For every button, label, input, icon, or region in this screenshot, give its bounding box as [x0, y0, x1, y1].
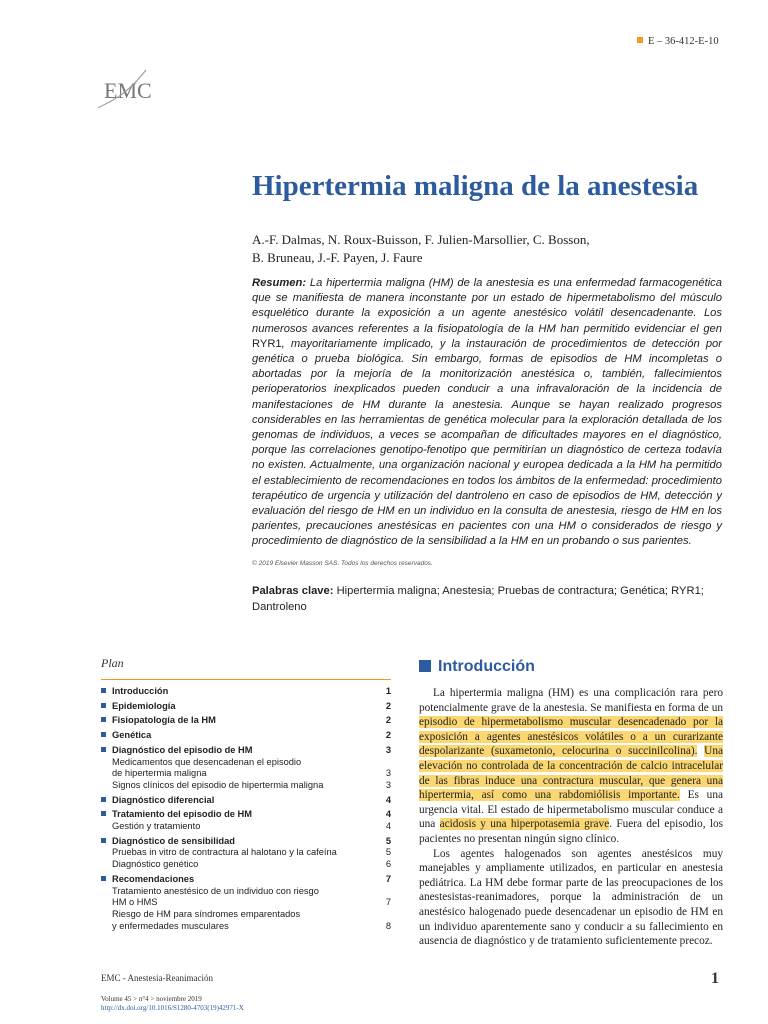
- plan-subitem[interactable]: [101, 886, 391, 898]
- plan-subitem[interactable]: [101, 768, 391, 780]
- abstract-text-1: La hipertermia maligna (HM) de la anestesia es una enfermedad farmacogenética que se manifiesta de manera inconstante por un estado de hipermetabolismo del músculo esquelético durante la exposición a un agente anestésico volátil desencadenante. Los numerosos avances referentes a la fisiopatología de la HM han permitido evidenciar el gen: [252, 277, 722, 335]
- doi-link[interactable]: http://dx.doi.org/10.1016/S1280-4703(19)42971-X: [101, 1004, 244, 1012]
- plan-item[interactable]: [101, 836, 391, 848]
- blue-square-icon: [101, 797, 106, 802]
- plan-heading: Plan: [101, 656, 391, 680]
- logo-text: EMC: [104, 78, 152, 103]
- volume-info: Volume 45 > n°4 > noviembre 2019: [101, 995, 202, 1003]
- plan-item-label: de hipertermia maligna: [112, 768, 207, 779]
- plan-item-page: 2: [385, 700, 391, 711]
- plan-item-label: Pruebas in vitro de contractura al halotano y la cafeína: [112, 847, 337, 858]
- authors-line-2: B. Bruneau, J.-F. Payen, J. Faure: [252, 250, 423, 265]
- plan-item-page: 3: [385, 768, 391, 779]
- plan-item-label: Diagnóstico genético: [112, 859, 199, 870]
- plan-item-label: Epidemiología: [112, 700, 176, 711]
- plan-item[interactable]: [101, 874, 391, 886]
- plan-toc: [101, 656, 391, 932]
- introduction-paragraph-2: Los agentes halogenados son agentes anestésicos muy manejables y ampliamente utilizados, en particular en anestesia pediátrica. La HM debe formar parte de las preocupaciones de los anestesistas-reanimadores, porque la administración de un anestésico halogenado puede desencadenar un episodio de HM en un individuo aparentemente sano y conducir a su fallecimiento en ausencia de diagnóstico y de tratamiento suficientemente precoz.: [419, 847, 723, 948]
- blue-square-icon: [101, 717, 106, 722]
- plan-item-page: 3: [385, 744, 391, 755]
- plan-item-page: 6: [385, 859, 391, 870]
- abstract: [252, 276, 722, 550]
- journal-name: EMC - Anestesia-Reanimación: [101, 973, 213, 983]
- plan-item-page: 3: [385, 779, 391, 790]
- plan-item-label: Diagnóstico del episodio de HM: [112, 744, 253, 755]
- plan-item-label: Introducción: [112, 686, 169, 696]
- introduction-heading-text: Introducción: [438, 658, 535, 675]
- plan-subitem[interactable]: [101, 859, 391, 871]
- plan-item-label: Recomendaciones: [112, 873, 195, 884]
- plan-subitem[interactable]: [101, 909, 391, 921]
- plan-subitem[interactable]: [101, 921, 391, 933]
- page-number: 1: [711, 970, 719, 987]
- plan-item[interactable]: [101, 715, 391, 727]
- plan-item-page: 4: [385, 821, 391, 832]
- plan-item[interactable]: [101, 686, 391, 698]
- highlighted-text: episodio de hipermetabolismo muscular desencadenado por la exposición a agentes anestésicos volátiles o a un curarizante despolarizante (suxametonio, celocurina o succinilcolina).: [419, 716, 723, 758]
- plan-item-label: Signos clínicos del episodio de hipertermia maligna: [112, 779, 324, 790]
- introduction-heading: [419, 658, 723, 676]
- plan-item-label: y enfermedades musculares: [112, 920, 229, 931]
- blue-square-icon: [101, 703, 106, 708]
- highlighted-text: Una elevación no controlada de la concentración de calcio intracelular de las fibras induce una contractura muscular, que genera una hipertermia, así como una rabdomiólisis importante.: [419, 745, 723, 802]
- keywords-label: Palabras clave:: [252, 585, 334, 597]
- plan-subitem[interactable]: [101, 757, 391, 769]
- plan-item-label: Tratamiento anestésico de un individuo con riesgo: [112, 885, 319, 896]
- blue-square-icon: [419, 660, 431, 672]
- plan-item-page: 5: [385, 847, 391, 858]
- abstract-gene: RYR1: [252, 337, 282, 350]
- plan-item-label: Diagnóstico de sensibilidad: [112, 835, 235, 846]
- plan-item[interactable]: [101, 745, 391, 757]
- plan-item[interactable]: [101, 809, 391, 821]
- keywords-text: Hipertermia maligna; Anestesia; Pruebas de contractura; Genética; RYR1; Dantroleno: [252, 585, 704, 613]
- emc-logo: [94, 62, 156, 119]
- plan-item-page: 2: [385, 730, 391, 741]
- plan-subitem[interactable]: [101, 897, 391, 909]
- introduction-section: [419, 658, 723, 949]
- paragraph-text: . Fuera del episodio, los pacientes no presentan ningún signo clínico.: [419, 818, 724, 845]
- authors-line-1: A.-F. Dalmas, N. Roux-Buisson, F. Julien-Marsollier, C. Bosson,: [252, 232, 590, 247]
- article-title: Hipertermia maligna de la anestesia: [252, 170, 699, 202]
- plan-subitem[interactable]: [101, 821, 391, 833]
- article-reference: [637, 36, 719, 47]
- plan-item-page: 4: [385, 794, 391, 805]
- plan-item-page: 1: [385, 686, 391, 696]
- blue-square-icon: [101, 811, 106, 816]
- orange-square-icon: [637, 37, 643, 43]
- highlighted-text: acidosis y una hiperpotasemia grave: [439, 818, 610, 831]
- plan-item-page: 7: [385, 873, 391, 884]
- blue-square-icon: [101, 688, 106, 693]
- plan-item[interactable]: [101, 701, 391, 713]
- footer-volume: [101, 995, 244, 1013]
- plan-item-page: 5: [385, 835, 391, 846]
- plan-item-label: Riesgo de HM para síndromes emparentados: [112, 908, 301, 919]
- plan-subitem[interactable]: [101, 780, 391, 792]
- plan-item-label: Tratamiento del episodio de HM: [112, 809, 252, 820]
- plan-item-label: Diagnóstico diferencial: [112, 794, 215, 805]
- blue-square-icon: [101, 747, 106, 752]
- abstract-text-2: , mayoritariamente implicado, y la instauración de procedimientos de detección por genética o prueba biológica. Sin embargo, formas de episodios de HM incompletas o abortadas por la mejoría de la monitorización anestésica o, también, fallecimientos perioperatorios inexplicados pueden conducir a una infravaloración de la incidencia de manifestaciones de HM durante la anestesia. Aunque se hayan realizado progresos considerables en las herramientas de genética molecular para la exploración detallada de los genomas de individuos, a veces se acompañan de dificultades mayores en el diagnóstico, porque las correlaciones genotipo-fenotipo que permitirían un diagnóstico de certeza todavía no existen. Actualmente, una organización nacional y europea dedicada a la HM ha permitido el establecimiento de recomendaciones en todos los ámbitos de la enfermedad: procedimiento terapéutico de urgencia y utilización del dantroleno en caso de episodios de HM, detección y evaluación del riesgo de HM en un individuo en la consulta de anestesia, riesgo de HM en los parientes, precauciones anestésicas en pacientes con una HM o considerados de riesgo y procedimiento de diagnóstico de la sensibilidad a la HM en un probando o sus parientes.: [252, 337, 722, 548]
- plan-subitem[interactable]: [101, 847, 391, 859]
- plan-item-page: 8: [385, 920, 391, 931]
- emc-logo-icon: [94, 62, 156, 114]
- abstract-label: Resumen:: [252, 277, 307, 289]
- plan-item-label: Fisiopatología de la HM: [112, 715, 216, 726]
- introduction-paragraph-1: [419, 686, 723, 847]
- plan-item-page: 4: [385, 809, 391, 820]
- plan-item-page: 2: [385, 715, 391, 726]
- blue-square-icon: [101, 876, 106, 881]
- plan-item[interactable]: [101, 730, 391, 742]
- plan-item-label: Genética: [112, 730, 152, 741]
- keywords: [252, 584, 722, 615]
- plan-item-label: Medicamentos que desencadenan el episodio: [112, 756, 302, 767]
- copyright: © 2019 Elsevier Masson SAS. Todos los derechos reservados.: [252, 560, 433, 567]
- plan-item-label: HM o HMS: [112, 897, 158, 908]
- plan-item-label: Gestión y tratamiento: [112, 821, 201, 832]
- plan-item-page: 7: [385, 897, 391, 908]
- paragraph-text: Es una urgencia vital. El estado de hipermetabolismo muscular conduce a una: [419, 789, 723, 831]
- authors: [252, 231, 590, 267]
- paragraph-text: La hipertermia maligna (HM) es una complicación rara pero potencialmente grave de la anestesia. Se manifiesta en forma de un: [419, 687, 723, 714]
- plan-item[interactable]: [101, 795, 391, 807]
- reference-code: E – 36-412-E-10: [648, 36, 719, 47]
- blue-square-icon: [101, 732, 106, 737]
- blue-square-icon: [101, 838, 106, 843]
